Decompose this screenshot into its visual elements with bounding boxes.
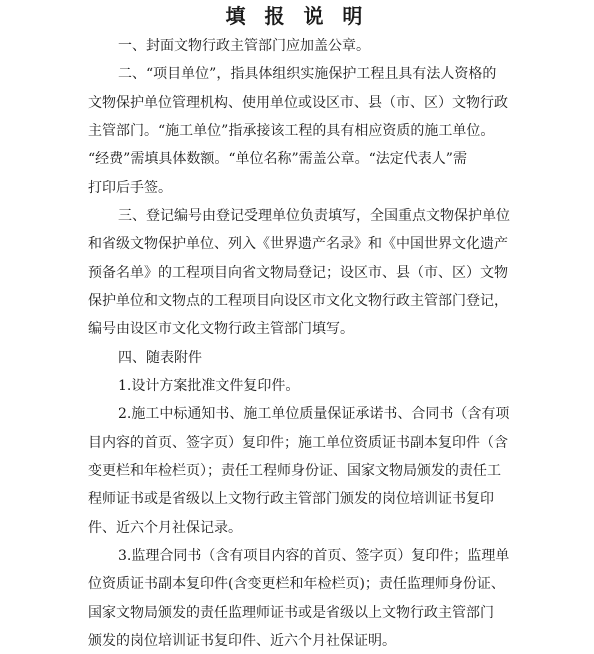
item-3-line-4: 保护单位和文物点的工程项目向设区市文化文物行政主管部门登记， xyxy=(88,293,508,309)
document-title: 填 报 说 明 xyxy=(225,4,369,28)
item-2-line-3: 主管部门。“施工单位”指承接该工程的具有相应资质的施工单位。 xyxy=(88,123,495,139)
item-2-line-5: 打印后手签。 xyxy=(88,180,172,196)
attachment-3-line-2: 位资质证书副本复印件(含变更栏和年检栏页)；责任监理师身份证、 xyxy=(88,576,505,592)
attachment-3-line-1: 3.监理合同书（含有项目内容的首页、签字页）复印件；监理单 xyxy=(118,548,510,564)
item-1-line-1: 一、封面文物行政主管部门应加盖公章。 xyxy=(118,38,370,54)
item-3-line-1: 三、登记编号由登记受理单位负责填写，全国重点文物保护单位 xyxy=(118,208,510,224)
attachment-3-line-4: 颁发的岗位培训证书复印件、近六个月社保证明。 xyxy=(88,633,396,649)
attachment-2-line-4: 程师证书或是省级以上文物行政主管部门颁发的岗位培训证书复印 xyxy=(88,491,494,507)
item-3-line-3: 预备名单》的工程项目向省文物局登记；设区市、县（市、区）文物 xyxy=(88,265,508,281)
item-3-line-2: 和省级文物保护单位、列入《世界遗产名录》和《中国世界文化遗产 xyxy=(88,236,508,252)
attachment-1-line-1: 1.设计方案批准文件复印件。 xyxy=(118,378,300,394)
item-4-heading: 四、随表附件 xyxy=(118,350,202,366)
attachment-3-line-3: 国家文物局颁发的责任监理师证书或是省级以上文物行政主管部门 xyxy=(88,605,494,621)
attachment-2-line-5: 件、近六个月社保记录。 xyxy=(88,520,242,536)
item-2-line-1: 二、“项目单位”，指具体组织实施保护工程且具有法人资格的 xyxy=(118,66,497,82)
item-2-line-4: “经费”需填具体数额。“单位名称”需盖公章。“法定代表人”需 xyxy=(88,151,467,167)
attachment-2-line-2: 目内容的首页、签字页）复印件；施工单位资质证书副本复印件（含 xyxy=(88,435,508,451)
item-2-line-2: 文物保护单位管理机构、使用单位或设区市、县（市、区）文物行政 xyxy=(88,95,508,111)
attachment-2-line-3: 变更栏和年检栏页）；责任工程师身份证、国家文物局颁发的责任工 xyxy=(88,463,501,479)
item-3-line-5: 编号由设区市文化文物行政主管部门填写。 xyxy=(88,321,354,337)
attachment-2-line-1: 2.施工中标通知书、施工单位质量保证承诺书、合同书（含有项 xyxy=(118,406,510,422)
